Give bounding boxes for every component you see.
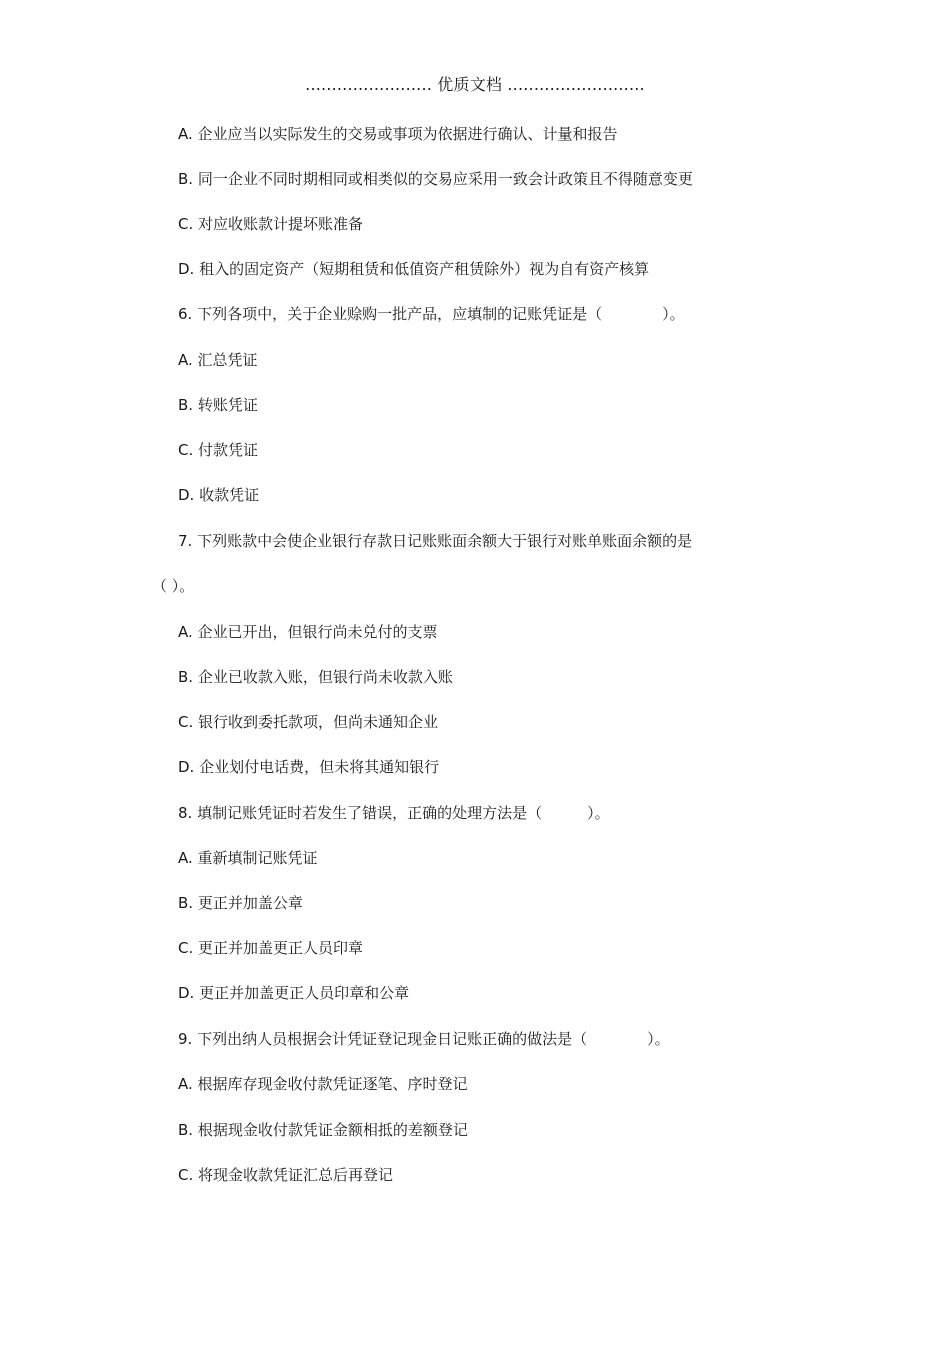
option-5c: C. 对应收账款计提坏账准备: [178, 215, 364, 233]
option-6a: A. 汇总凭证: [178, 351, 258, 369]
page-header: ........................ 优质文档 ..........................: [305, 75, 645, 94]
question-6: 6. 下列各项中，关于企业赊购一批产品，应填制的记账凭证是（ ）。: [178, 305, 685, 323]
question-7-continued: （ ）。: [152, 577, 195, 595]
option-8a: A. 重新填制记账凭证: [178, 849, 318, 867]
question-9: 9. 下列出纳人员根据会计凭证登记现金日记账正确的做法是（ ）。: [178, 1030, 670, 1048]
option-9c: C. 将现金收款凭证汇总后再登记: [178, 1166, 394, 1184]
option-8d: D. 更正并加盖更正人员印章和公章: [178, 984, 410, 1002]
option-5d: D. 租入的固定资产（短期租赁和低值资产租赁除外）视为自有资产核算: [178, 260, 650, 278]
option-6c: C. 付款凭证: [178, 441, 259, 459]
option-7c: C. 银行收到委托款项，但尚未通知企业: [178, 713, 439, 731]
option-8c: C. 更正并加盖更正人员印章: [178, 939, 364, 957]
option-7a: A. 企业已开出，但银行尚未兑付的支票: [178, 623, 438, 641]
question-8: 8. 填制记账凭证时若发生了错误，正确的处理方法是（ ）。: [178, 804, 610, 822]
option-9a: A. 根据库存现金收付款凭证逐笔、序时登记: [178, 1075, 468, 1093]
option-5a: A. 企业应当以实际发生的交易或事项为依据进行确认、计量和报告: [178, 125, 618, 143]
option-7d: D. 企业划付电话费，但未将其通知银行: [178, 758, 440, 776]
option-5b: B. 同一企业不同时期相同或相类似的交易应采用一致会计政策且不得随意变更: [178, 170, 693, 188]
option-8b: B. 更正并加盖公章: [178, 894, 303, 912]
question-7: 7. 下列账款中会使企业银行存款日记账账面余额大于银行对账单账面余额的是: [178, 532, 693, 550]
option-6d: D. 收款凭证: [178, 486, 260, 504]
option-6b: B. 转账凭证: [178, 396, 258, 414]
option-9b: B. 根据现金收付款凭证金额相抵的差额登记: [178, 1121, 468, 1139]
option-7b: B. 企业已收款入账，但银行尚未收款入账: [178, 668, 453, 686]
